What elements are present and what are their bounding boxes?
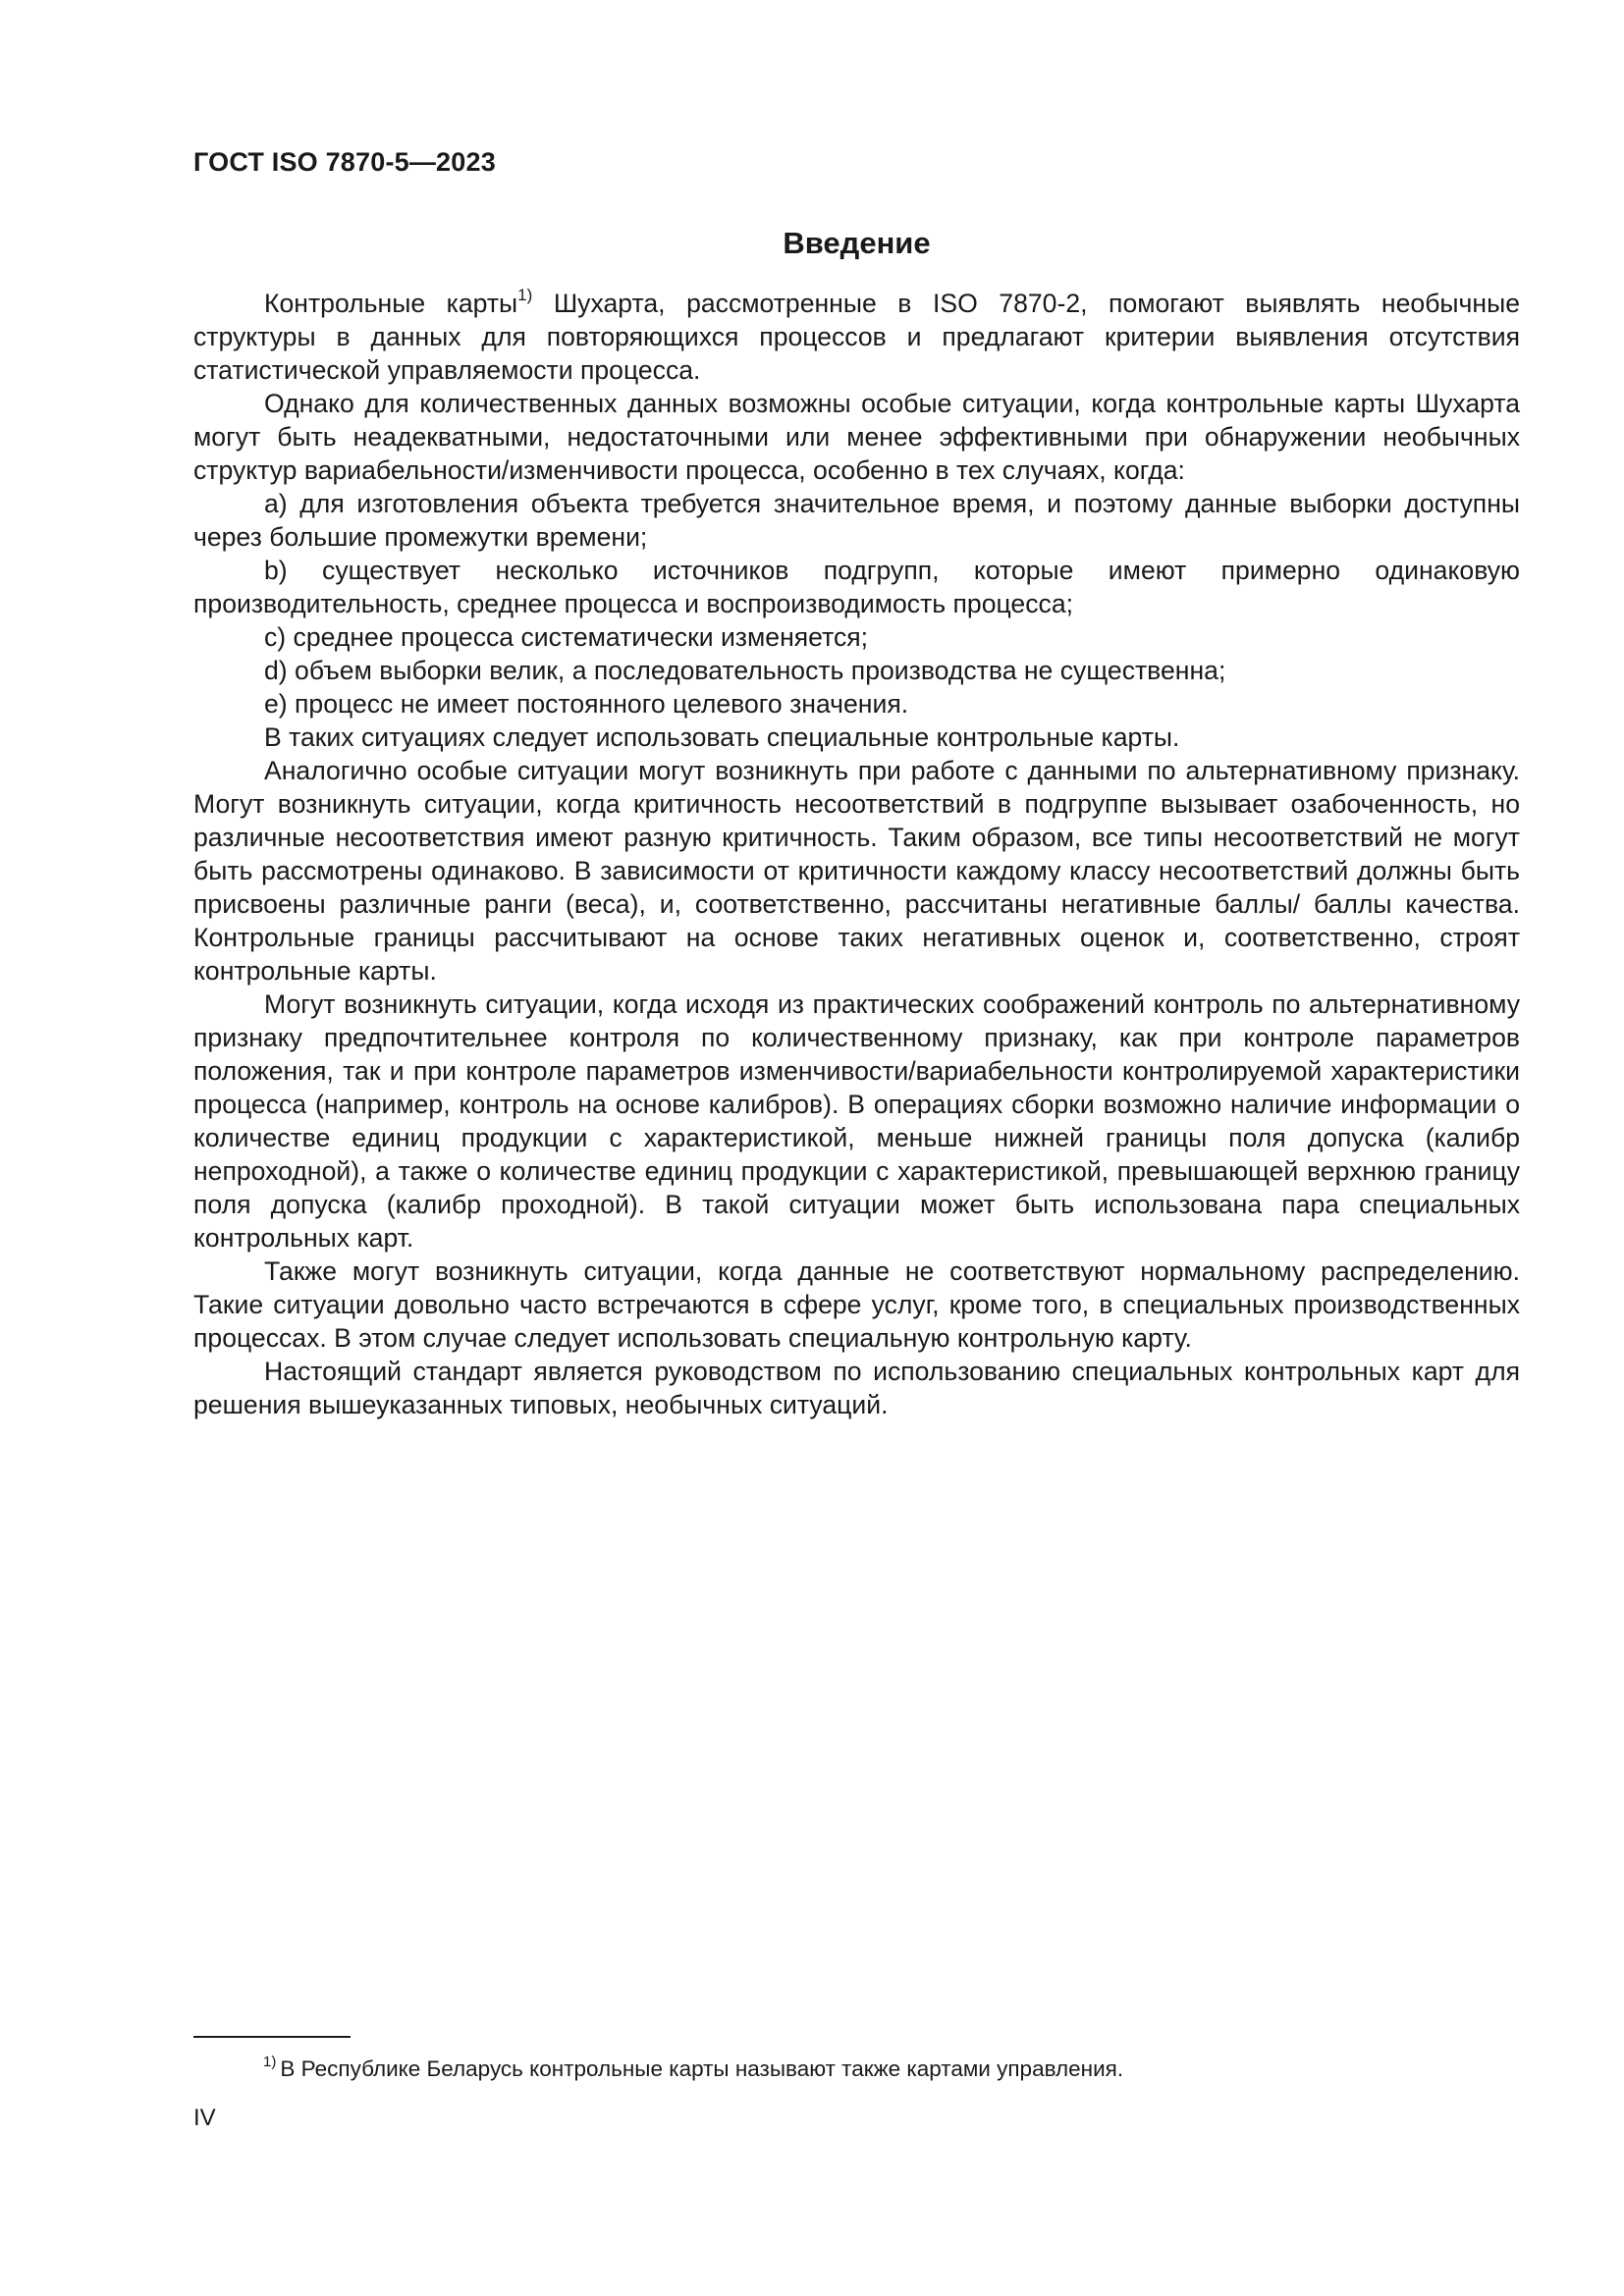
list-item-e: e) процесс не имеет постоянного целевого значения. xyxy=(264,689,909,719)
list-item-a: a) для изготовления объекта требуется значительное время, и поэтому данные выборки доступны через большие промежутки времени; xyxy=(193,489,1520,552)
list-item-c: c) среднее процесса систематически изменяется; xyxy=(264,622,869,652)
body-text xyxy=(193,287,1520,1421)
paragraph-non-normal: Также могут возникнуть ситуации, когда данные не соответствуют нормальному распределению. Такие ситуации довольно часто встречаются в сфере услуг, кроме того, в специальных производственных процессах. В этом случае следует использовать специальную контрольную карту. xyxy=(193,1256,1520,1353)
section-title: Введение xyxy=(783,226,931,260)
list-item-b: b) существует несколько источников подгрупп, которые имеют примерно одинаковую производительность, среднее процесса и воспроизводимость процесса; xyxy=(193,556,1520,618)
paragraph-attribute-data: Аналогично особые ситуации могут возникнуть при работе с данными по альтернативному признаку. Могут возникнуть ситуации, когда критичность несоответствий в подгруппе вызывает озабоченность, но различные несоответствия имеют разную критичность. Таким образом, все типы несоответствий не могут быть рассмотрены одинаково. В зависимости от критичности каждому классу несоответствий должны быть присвоены различные ранги (веса), и, соответственно, рассчитаны негативные баллы/ баллы качества. Контрольные границы рассчитывают на основе таких негативных оценок и, соответственно, строят контрольные карты. xyxy=(193,756,1520,986)
page-number: IV xyxy=(193,2105,216,2131)
list-item-d: d) объем выборки велик, а последовательность производства не существенна; xyxy=(264,656,1226,685)
paragraph-scope: Настоящий стандарт является руководством по использованию специальных контрольных карт для решения вышеуказанных типовых, необычных ситуаций. xyxy=(193,1357,1520,1419)
document-header: ГОСТ ISO 7870-5—2023 xyxy=(193,147,496,177)
footnote-text: В Республике Беларусь контрольные карты называют также картами управления. xyxy=(280,2056,1124,2081)
footnote xyxy=(263,2055,1520,2084)
paragraph-1-start: Контрольные карты xyxy=(264,289,518,318)
paragraph-1-rest: Шухарта, рассмотренные в ISO 7870-2, помогают выявлять необычные структуры в данных для повторяющихся процессов и предлагают критерии выявления отсутствия статистической управляемости процесса. xyxy=(193,289,1520,385)
footnote-divider xyxy=(193,2036,351,2038)
paragraph-1 xyxy=(193,287,1520,387)
paragraph-2: Однако для количественных данных возможны особые ситуации, когда контрольные карты Шухарта могут быть неадекватными, недостаточными или менее эффективными при обнаружении необычных структур вариабельности/изменчивости процесса, особенно в тех случаях, когда: xyxy=(193,389,1520,485)
footnote-reference: 1) xyxy=(517,286,533,304)
paragraph-special-charts: В таких ситуациях следует использовать специальные контрольные карты. xyxy=(264,722,1180,752)
footnote-marker: 1) xyxy=(263,2054,277,2070)
paragraph-gauges: Могут возникнуть ситуации, когда исходя из практических соображений контроль по альтернативному признаку предпочтительнее контроля по количественному признаку, как при контроле параметров положения, так и при контроле параметров изменчивости/вариабельности контролируемой характеристики процесса (например, контроль на основе калибров). В операциях сборки возможно наличие информации о количестве единиц продукции с характеристикой, меньше нижней границы поля допуска (калибр непроходной), а также о количестве единиц продукции с характеристикой, превышающей верхнюю границу поля допуска (калибр проходной). В такой ситуации может быть использована пара специальных контрольных карт. xyxy=(193,989,1520,1253)
